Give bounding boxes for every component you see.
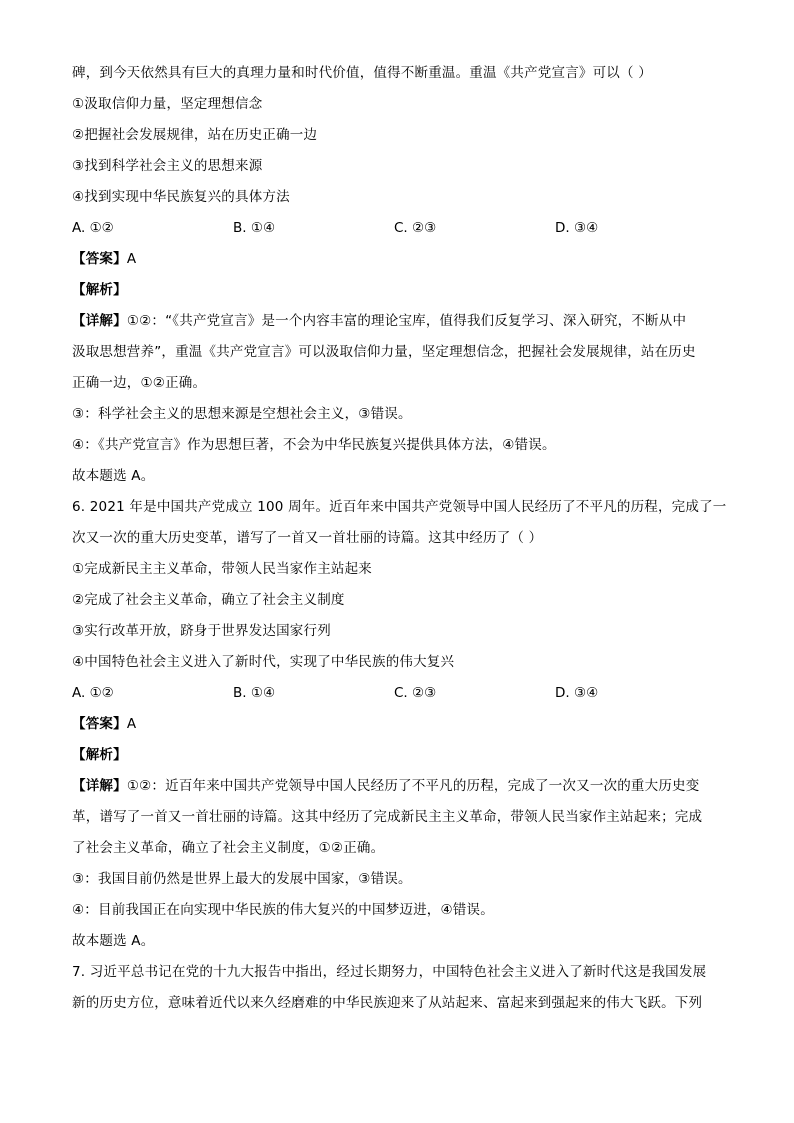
q6-detail-tag: 【详解】 <box>72 778 127 794</box>
q6-answer-tag: 【答案】 <box>72 716 127 732</box>
q5-detail-line-3: 正确一边，①②正确。 <box>72 375 207 391</box>
q5-item-1: ①汲取信仰力量，坚定理想信念 <box>72 96 263 112</box>
q6-item-4: ④中国特色社会主义进入了新时代，实现了中华民族的伟大复兴 <box>72 654 455 670</box>
q6-answer-value: A <box>126 716 137 732</box>
q6-detail-text-1: ①②：近百年来中国共产党领导中国人民经历了不平凡的历程，完成了一次又一次的重大历史变 <box>126 778 700 794</box>
q5-options <box>72 213 724 244</box>
q5-item-4: ④找到实现中华民族复兴的具体方法 <box>72 189 290 205</box>
q6-item-1: ①完成新民主主义革命，带领人民当家作主站起来 <box>72 561 373 577</box>
q5-answer-tag: 【答案】 <box>72 251 127 267</box>
q6-analysis <box>72 740 724 771</box>
q5-stem-tail: 碑，到今天依然具有巨大的真理力量和时代价值，值得不断重温。重温《共产党宣言》可以（ ） <box>72 65 652 81</box>
q6-stem-line-2: 次又一次的重大历史变革，谱写了一首又一首壮丽的诗篇。这其中经历了（ ） <box>72 530 543 546</box>
q5-detail-line-2: 汲取思想营养”，重温《共产党宣言》可以汲取信仰力量，坚定理想信念，把握社会发展规律，站在历史 <box>72 344 696 360</box>
q6-conclusion: 故本题选 A。 <box>72 933 155 949</box>
q5-note-3: ③：科学社会主义的思想来源是空想社会主义，③错误。 <box>72 406 412 422</box>
q6-option-b: B. ①④ <box>233 685 276 701</box>
q6-options <box>72 678 724 709</box>
q5-option-a: A. ①② <box>72 220 114 236</box>
q6-detail-line-3: 了社会主义革命，确立了社会主义制度，①②正确。 <box>72 840 385 856</box>
q5-detail-line-1 <box>72 306 724 337</box>
q7-stem-line-1: 7. 习近平总书记在党的十九大报告中指出，经过长期努力，中国特色社会主义进入了新时代这是我国发展 <box>72 964 707 980</box>
q5-option-d: D. ③④ <box>555 220 599 236</box>
q7-stem-line-2: 新的历史方位，意味着近代以来久经磨难的中华民族迎来了从站起来、富起来到强起来的伟大飞跃。下列 <box>72 995 703 1011</box>
q5-conclusion: 故本题选 A。 <box>72 468 155 484</box>
q6-answer <box>72 709 724 740</box>
q6-option-c: C. ②③ <box>394 685 437 701</box>
q6-note-4: ④：目前我国正在向实现中华民族的伟大复兴的中国梦迈进，④错误。 <box>72 902 494 918</box>
q6-item-2: ②完成了社会主义革命，确立了社会主义制度 <box>72 592 345 608</box>
q6-stem-line-1: 6. 2021 年是中国共产党成立 100 周年。近百年来中国共产党领导中国人民经历了不平凡的历程，完成了一 <box>72 499 727 515</box>
q5-analysis <box>72 275 724 306</box>
q6-option-a: A. ①② <box>72 685 114 701</box>
document-page <box>72 58 727 1019</box>
q6-note-3: ③：我国目前仍然是世界上最大的发展中国家，③错误。 <box>72 871 412 887</box>
q5-option-b: B. ①④ <box>233 220 276 236</box>
q5-item-3: ③找到科学社会主义的思想来源 <box>72 158 263 174</box>
q5-detail-text-1: ①②：“《共产党宣言》是一个内容丰富的理论宝库，值得我们反复学习、深入研究，不断从中 <box>126 313 687 329</box>
q5-option-c: C. ②③ <box>394 220 437 236</box>
q6-analysis-tag: 【解析】 <box>72 747 127 763</box>
q6-option-d: D. ③④ <box>555 685 599 701</box>
q5-detail-tag: 【详解】 <box>72 313 127 329</box>
q5-answer-value: A <box>126 251 137 267</box>
q5-note-4: ④：《共产党宣言》作为思想巨著，不会为中华民族复兴提供具体方法，④错误。 <box>72 437 556 453</box>
q6-item-3: ③实行改革开放，跻身于世界发达国家行列 <box>72 623 331 639</box>
q5-answer <box>72 244 724 275</box>
q6-detail-line-2: 革，谱写了一首又一首壮丽的诗篇。这其中经历了完成新民主主义革命，带领人民当家作主站起来；完成 <box>72 809 703 825</box>
q5-analysis-tag: 【解析】 <box>72 282 127 298</box>
q5-item-2: ②把握社会发展规律，站在历史正确一边 <box>72 127 318 143</box>
q6-detail-line-1 <box>72 771 724 802</box>
